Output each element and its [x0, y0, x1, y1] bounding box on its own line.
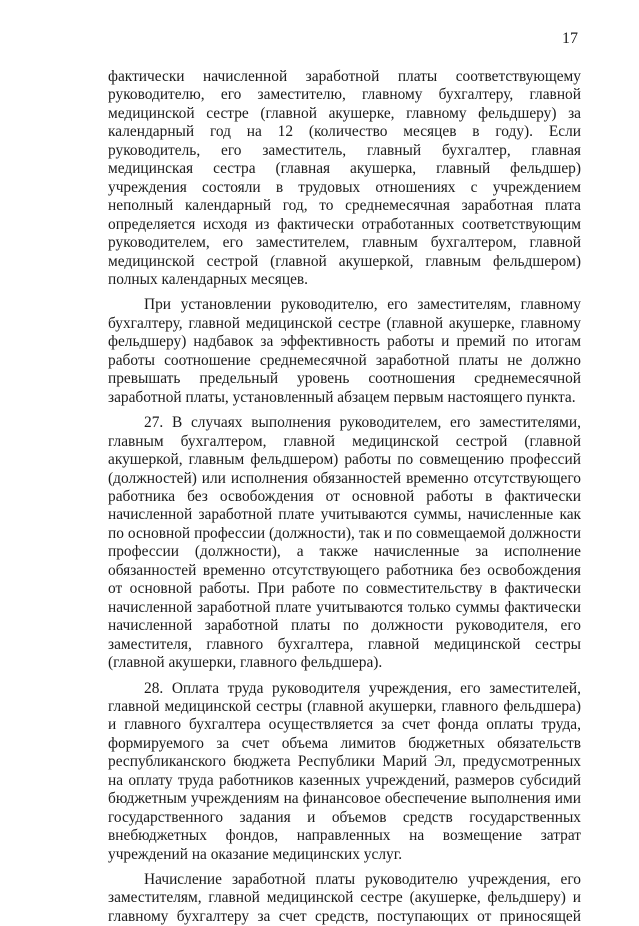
paragraph-bonus-ratio: При установлении руководителю, его заместителям, главному бухгалтеру, главной медицинской сестре (главной акушерке, главному фельдшеру) надбавок за эффективность работы и премий по итогам работы соотношение среднемесячной заработной платы не должно превышать предельный уровень соотношения среднемесячной заработной платы, установленный абзацем первым настоящего пункта. — [108, 296, 581, 406]
paragraph-continuation: фактически начисленной заработной платы соответствующему руководителю, его заместителю, главному бухгалтеру, главной медицинской сестре (главной акушерке, главному фельдшеру) за календарный год на 12 (количество месяцев в году). Если руководитель, его заместитель, главный бухгалтер, главная медицинская сестра (главная акушерка, главный фельдшер) учреждения состояли в трудовых отношениях с учреждением неполный календарный год, то среднемесячная заработная плата определяется исходя из фактически отработанных соответствующим руководителем, его заместителем, главным бухгалтером, главной медицинской сестрой (главной акушеркой, главным фельдшером) полных календарных месяцев. — [108, 68, 581, 288]
document-body — [108, 68, 581, 926]
paragraph-salary-accrual: Начисление заработной платы руководителю учреждения, его заместителям, главной медицинской сестре (акушерке, фельдшеру) и главному бухгалтеру за счет средств, поступающих от приносящей — [108, 871, 581, 925]
paragraph-clause-28: 28. Оплата труда руководителя учреждения, его заместителей, главной медицинской сестры (главной акушерки, главного фельдшера) и главного бухгалтера осуществляется за счет фонда оплаты труда, формируемого за счет объема лимитов бюджетных обязательств республиканского бюджета Республики Марий Эл, предусмотренных на оплату труда работников казенных учреждений, размеров субсидий бюджетным учреждениям на финансовое обеспечение выполнения ими государственного задания и объемов средств государственных внебюджетных фондов, направленных на возмещение затрат учреждений на оказание медицинских услуг. — [108, 679, 581, 863]
paragraph-clause-27: 27. В случаях выполнения руководителем, его заместителями, главным бухгалтером, главной медицинской сестрой (главной акушеркой, главным фельдшером) работы по совмещению профессий (должностей) или исполнения обязанностей временно отсутствующего работника без освобождения от основной работы в фактически начисленной заработной плате учитываются суммы, начисленные как по основной профессии (должности), так и по совмещаемой должности профессии (должности), а также начисленные за исполнение обязанностей временно отсутствующего работника без освобождения от основной работы. При работе по совместительству в фактически начисленной заработной плате учитываются только суммы фактически начисленной заработной платы по должности руководителя, его заместителя, главного бухгалтера, главной медицинской сестры (главной акушерки, главного фельдшера). — [108, 414, 581, 672]
page-number: 17 — [562, 30, 578, 47]
